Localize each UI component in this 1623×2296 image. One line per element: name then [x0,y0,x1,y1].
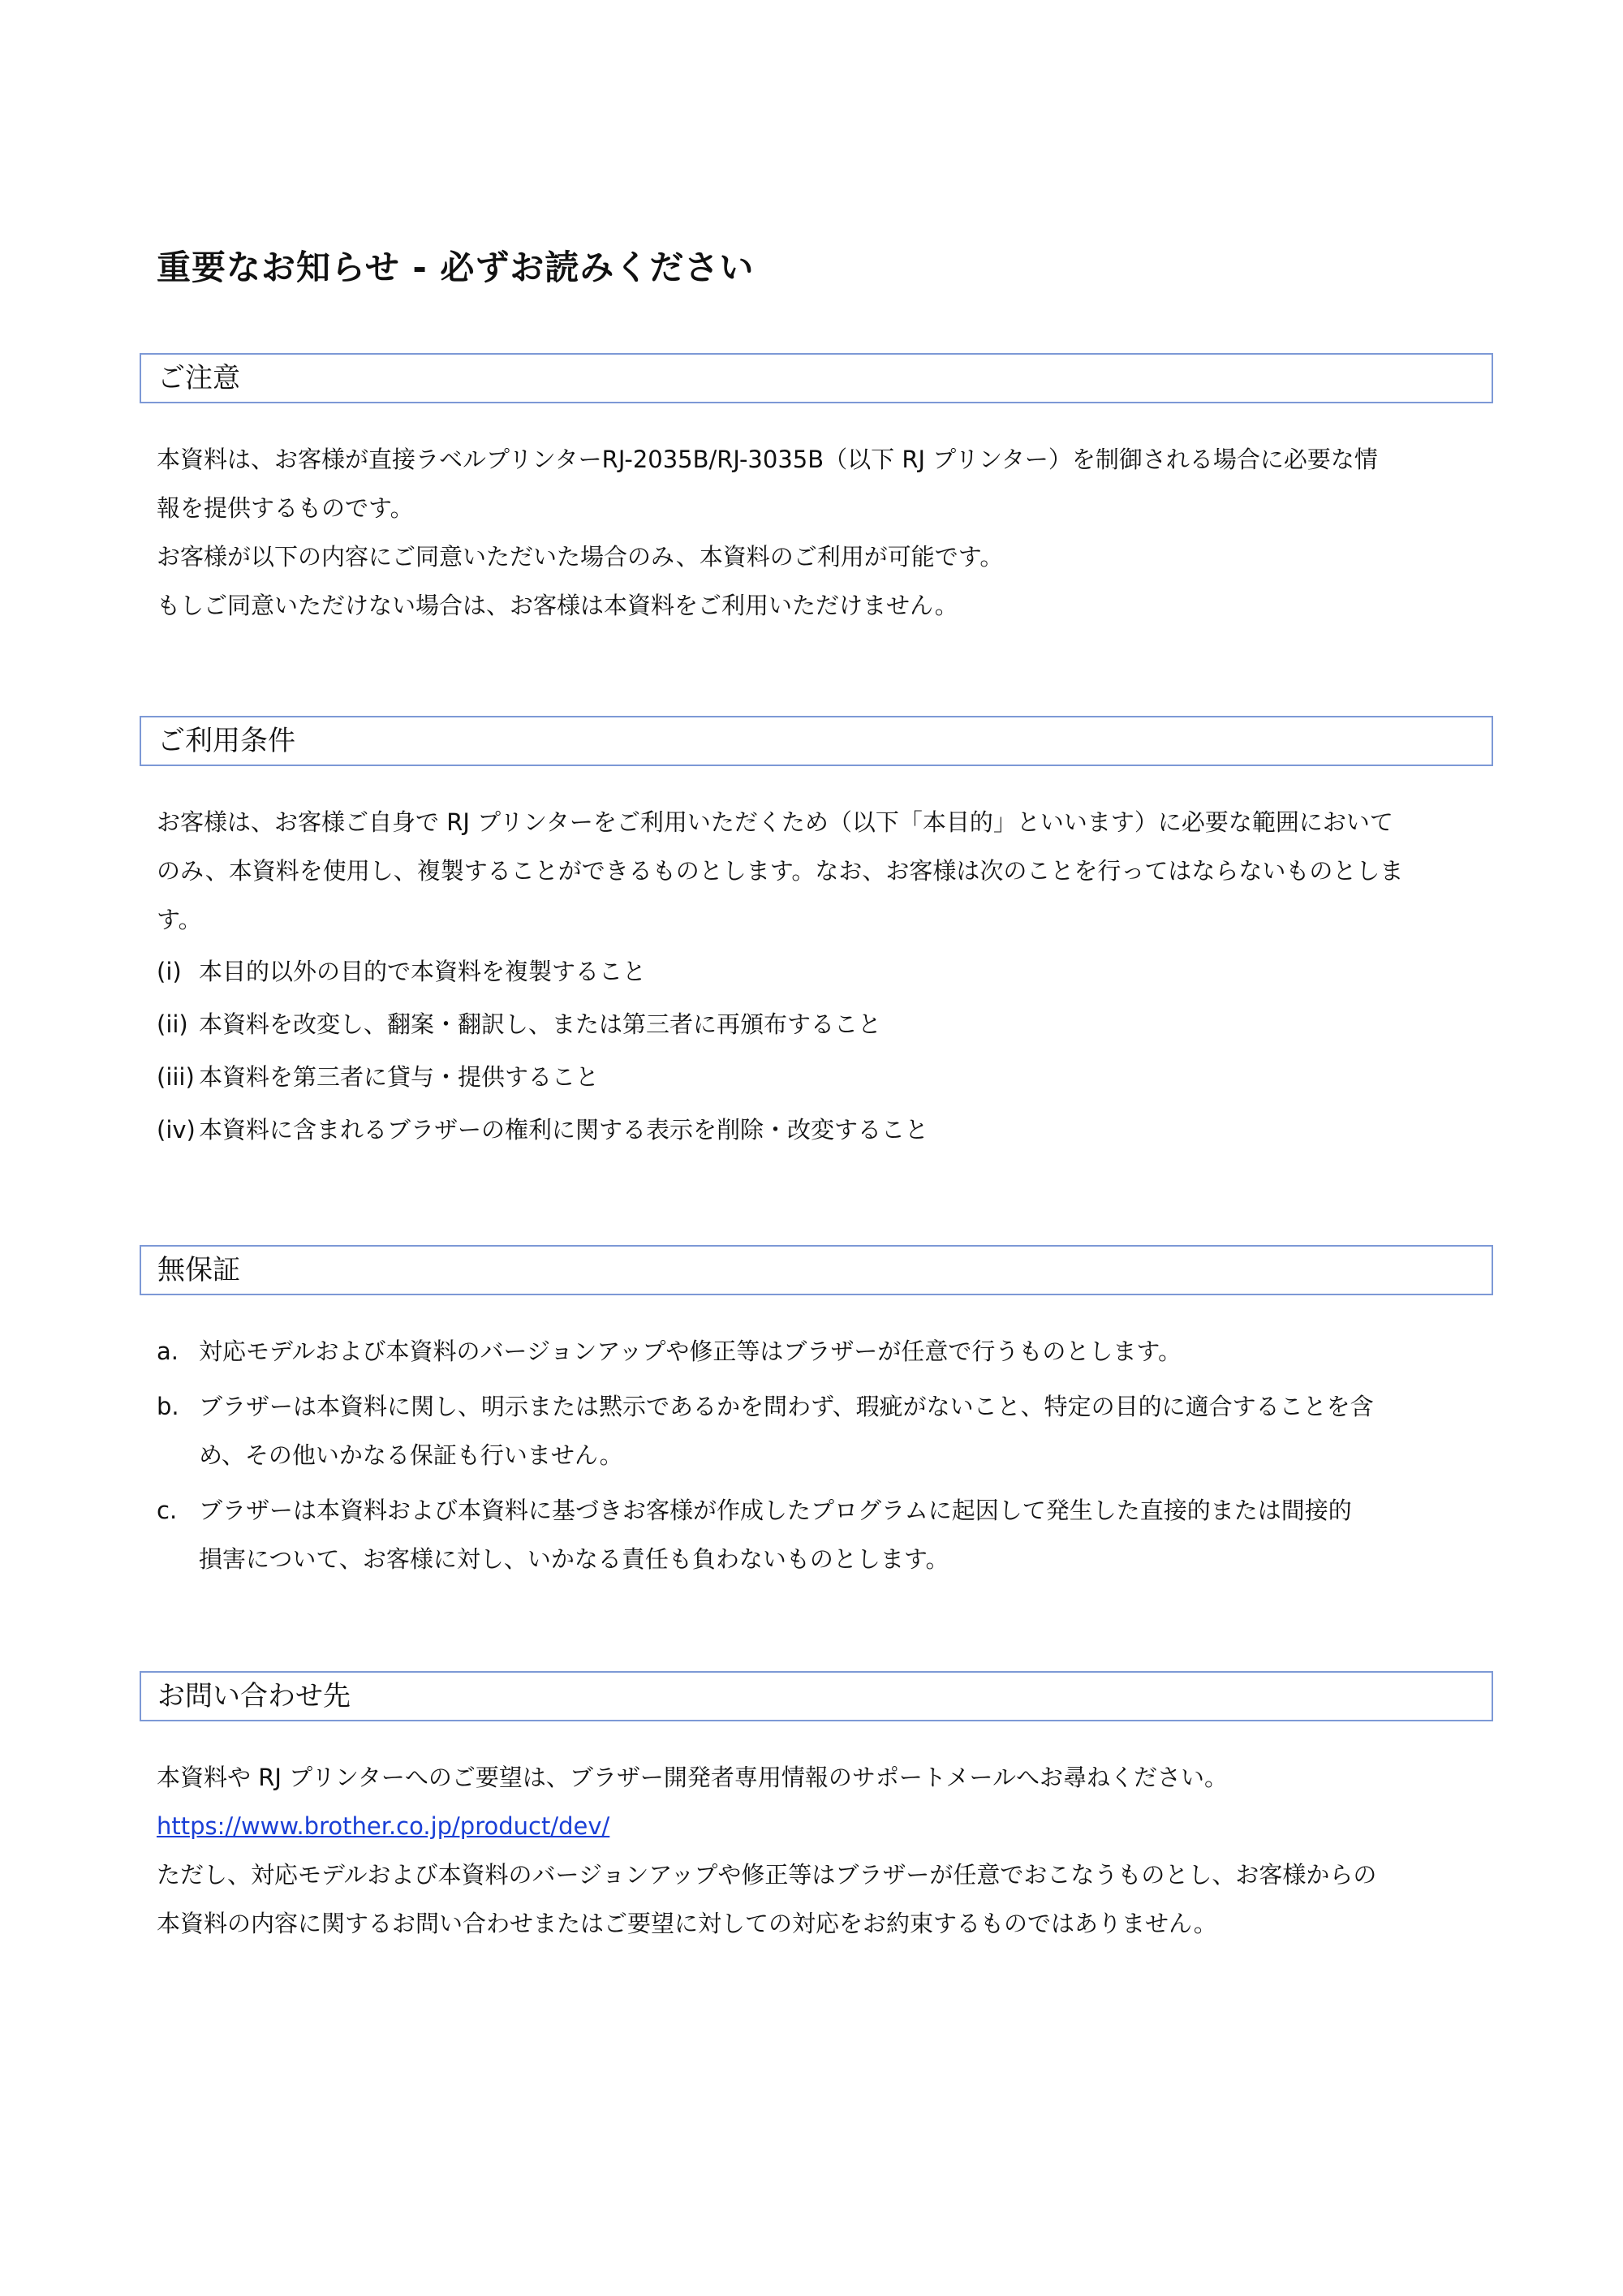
list-text: 本資料に含まれるブラザーの権利に関する表示を削除・改変すること [199,1116,929,1144]
terms-body [157,798,1496,1154]
section-heading-contact: お問い合わせ先 [140,1671,1493,1721]
list-text [199,1486,1496,1583]
warranty-body [157,1327,1496,1583]
terms-line: お客様は、お客様ご自身で RJ プリンターをご利用いただくため（以下「本目的」といいます）に必要な範囲において [157,808,1393,836]
list-text: 本資料を第三者に貸与・提供すること [199,1063,600,1091]
contact-line: ただし、対応モデルおよび本資料のバージョンアップや修正等はブラザーが任意でおこなうものとし、お客様からの [157,1861,1377,1889]
list-text: 本資料を改変し、翻案・翻訳し、または第三者に再頒布すること [199,1010,882,1038]
list-text-line: め、その他いかなる保証も行いません。 [199,1441,623,1469]
support-url-link[interactable]: https://www.brother.co.jp/product/dev/ [157,1812,610,1840]
warranty-list-item [157,1382,1496,1480]
page-title: 重要なお知らせ - 必ずお読みください [157,248,755,287]
terms-list-item [157,947,1496,996]
list-marker: (i) [157,958,182,985]
terms-list-item [157,1000,1496,1049]
contact-line: 本資料の内容に関するお問い合わせまたはご要望に対しての対応をお約束するものではありません。 [157,1910,1217,1937]
warranty-list-item [157,1327,1496,1376]
list-marker: c. [157,1497,178,1524]
list-marker: (iii) [157,1063,195,1091]
notice-line: 報を提供するものです。 [157,494,414,522]
notice-line: お客様が以下の内容にご同意いただいた場合のみ、本資料のご利用が可能です。 [157,543,1004,571]
list-text-line: ブラザーは本資料および本資料に基づきお客様が作成したプログラムに起因して発生した直接的または間接的 [199,1497,1352,1524]
list-text [199,1327,1496,1376]
list-marker: a. [157,1338,179,1365]
list-marker: (iv) [157,1116,196,1144]
list-text-line: 損害について、お客様に対し、いかなる責任も負わないものとします。 [199,1545,949,1573]
list-text [199,1382,1496,1480]
section-heading-terms: ご利用条件 [140,716,1493,766]
terms-line: す。 [157,906,202,933]
notice-line: もしご同意いただけない場合は、お客様は本資料をご利用いただけません。 [157,592,958,619]
list-marker: (ii) [157,1010,188,1038]
notice-body [157,435,1496,630]
notice-line: 本資料は、お客様が直接ラベルプリンターRJ-2035B/RJ-3035B（以下 RJ プリンター）を制御される場合に必要な情 [157,446,1378,473]
contact-body [157,1753,1496,1948]
list-marker: b. [157,1393,179,1420]
list-text-line: ブラザーは本資料に関し、明示または黙示であるかを問わず、瑕疵がないこと、特定の目的に適合することを含 [199,1393,1374,1420]
list-text-line: 対応モデルおよび本資料のバージョンアップや修正等はブラザーが任意で行うものとします。 [199,1338,1182,1365]
warranty-list-item [157,1486,1496,1583]
terms-line: のみ、本資料を使用し、複製することができるものとします。なお、お客様は次のことを行ってはならないものとしま [157,857,1404,885]
contact-line: 本資料や RJ プリンターへのご要望は、ブラザー開発者専用情報のサポートメールへお尋ねください。 [157,1764,1228,1791]
section-heading-notice: ご注意 [140,353,1493,403]
terms-list-item [157,1105,1496,1154]
list-text: 本目的以外の目的で本資料を複製すること [199,958,647,985]
section-heading-warranty: 無保証 [140,1245,1493,1295]
terms-list-item [157,1053,1496,1101]
